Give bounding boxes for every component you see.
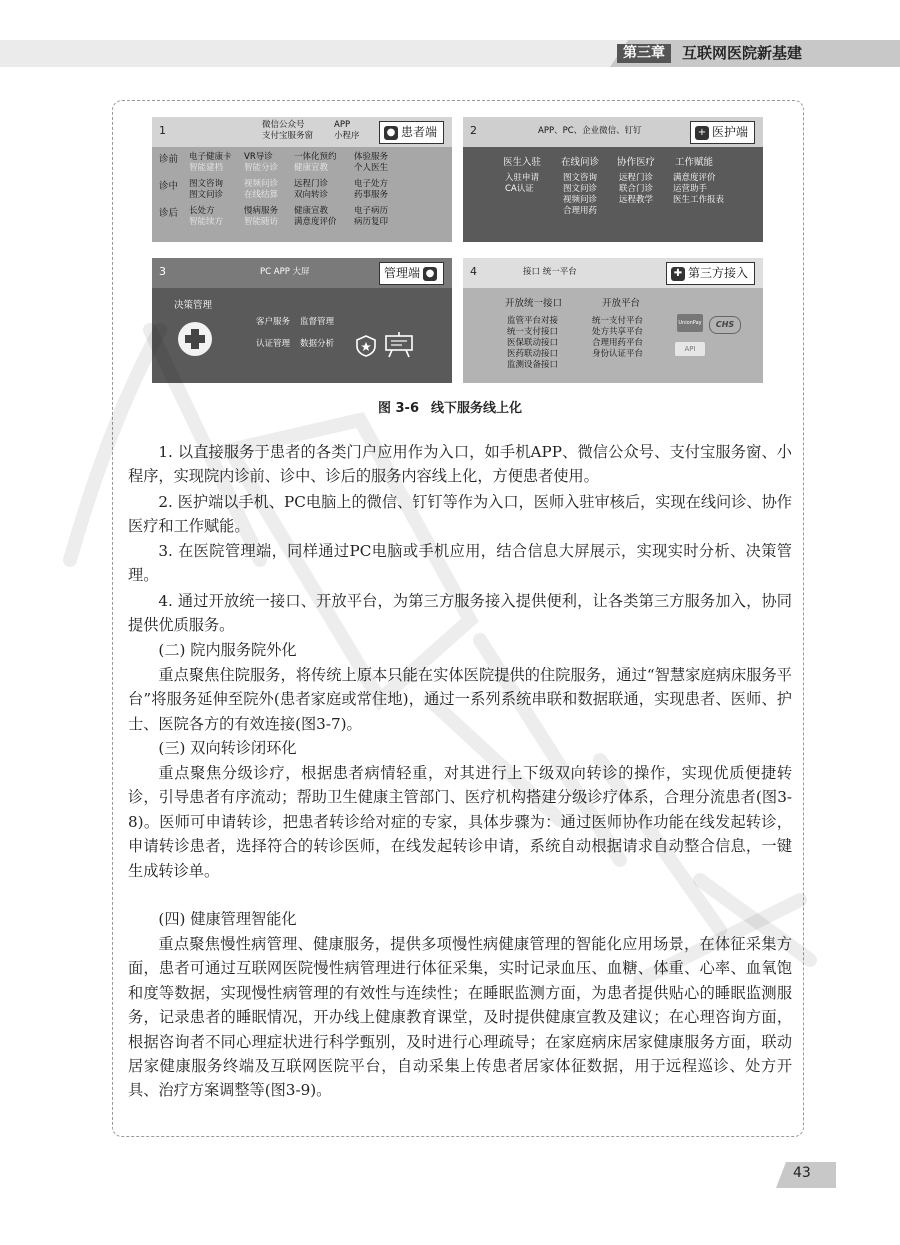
service-item: 远程门诊 xyxy=(294,179,329,189)
caption-number: 图 3-6 xyxy=(377,401,419,416)
service-item: 智能分诊 xyxy=(244,163,279,173)
paragraph: 重点聚焦慢性病管理、健康服务，提供多项慢性病健康管理的智能化应用场景，在体征采集方面，患者可通过互联网医院慢性病管理进行体征采集，实时记录血压、血糖、体重、心率、血氧饱和度等数据，实现慢性病管理的有效性与连续性；在睡眠监测方面，为患者提供贴心的睡眠监测服务，记录患者的睡眠情况，开办线上健康教育课堂，及时提供健康宣教及建议；在心理咨询方面，根据咨询者不同心理症状进行科学甄别，及时进行心理疏导；在家庭病床居家健康服务方面，联动居家健康服务终端及互联网医院平台，自动采集上传患者居家体征数据，用于远程巡诊、处方开具、治疗方案调整等(图3-9)。 xyxy=(128,935,792,1100)
service-item: 双向转诊 xyxy=(294,190,329,200)
service-item: 医生工作报表 xyxy=(673,195,725,205)
figure-panel-medical xyxy=(463,117,763,242)
figure-panel-management xyxy=(152,258,452,383)
column-title: 开放统一接口 xyxy=(505,298,563,309)
service-item: 慢病服务 xyxy=(244,206,279,216)
management-item: 监督管理 xyxy=(300,317,335,327)
unionpay-logo: UnionPay xyxy=(677,314,703,332)
service-item: VR导诊 xyxy=(244,152,273,162)
channel-label: APP、PC、企业微信、钉钉 xyxy=(538,126,642,136)
service-item: 在线结算 xyxy=(244,190,279,200)
interface-item: 监管平台对接 xyxy=(507,316,559,326)
service-item: 电子处方 xyxy=(354,179,389,189)
doctor-icon: + xyxy=(695,126,709,140)
service-item: 视频问诊 xyxy=(244,179,279,189)
interface-item: 统一支付接口 xyxy=(507,327,559,337)
paragraph: 重点聚焦分级诊疗，根据患者病情轻重，对其进行上下级双向转诊的操作，实现优质便捷转诊，引导患者有序流动；帮助卫生健康主管部门、医疗机构搭建分级诊疗体系，合理分流患者(图3-8)。医师可申请转诊，把患者转诊给对症的专家，具体步骤为：通过医师协作功能在线发起转诊，申请转诊患者，选择符合的转诊医师，在线发起转诊申请，系统自动根据请求自动整合信息，一键生成转诊单。 xyxy=(128,764,792,880)
screen-icon xyxy=(384,332,414,362)
panel-number: 4 xyxy=(470,265,477,278)
service-item: 远程教学 xyxy=(619,195,654,205)
service-item: 满意度评价 xyxy=(294,217,337,227)
badge-label: 医护端 xyxy=(711,125,748,139)
service-item: 视频问诊 xyxy=(563,195,598,205)
interface-item: 医药联动接口 xyxy=(507,349,559,359)
column-title: 开放平台 xyxy=(602,298,641,309)
platform-item: 合理用药平台 xyxy=(592,338,644,348)
service-item: 图文咨询 xyxy=(563,173,598,183)
interface-item: 医保联动接口 xyxy=(507,338,559,348)
paragraph: 2. 医护端以手机、PC电脑上的微信、钉钉等作为入口，医师入驻审核后，实现在线问诊、协作医疗和工作赋能。 xyxy=(128,493,792,536)
row-label: 诊中 xyxy=(159,181,179,192)
service-item: CA认证 xyxy=(505,184,534,194)
decision-label: 决策管理 xyxy=(174,300,213,311)
badge-label: 第三方接入 xyxy=(687,266,748,280)
platform-item: 身份认证平台 xyxy=(592,349,644,359)
api-logo: API xyxy=(675,342,705,356)
service-item: 满意度评价 xyxy=(673,173,716,183)
figure-panel-third-party xyxy=(463,258,763,383)
channel-label: 微信公众号 xyxy=(262,120,305,130)
section-heading: (二) 院内服务院外化 xyxy=(158,641,297,659)
service-item: 运营助手 xyxy=(673,184,708,194)
paragraph: 4. 通过开放统一接口、开放平台，为第三方服务接入提供便利，让各类第三方服务加入，协同提供优质服务。 xyxy=(128,592,792,635)
management-item: 认证管理 xyxy=(256,339,291,349)
interface-item: 监测设备接口 xyxy=(507,360,559,370)
service-item: 健康宣教 xyxy=(294,206,329,216)
service-item: 药事服务 xyxy=(354,190,389,200)
service-item: 智能续方 xyxy=(189,217,224,227)
column-title: 协作医疗 xyxy=(617,157,656,168)
figure-caption xyxy=(0,397,900,416)
service-item: 体验服务 xyxy=(354,152,389,162)
panel-badge xyxy=(666,262,755,285)
channel-label: APP xyxy=(334,120,351,130)
panel-badge xyxy=(379,262,444,285)
chs-logo: CHS xyxy=(709,316,741,334)
panel-badge xyxy=(379,121,444,144)
channel-label: 小程序 xyxy=(334,131,360,141)
service-item: 图文问诊 xyxy=(189,190,224,200)
paragraph: 重点聚焦住院服务，将传统上原本只能在实体医院提供的住院服务，通过“智慧家庭病床服务平台”将服务延伸至院外(患者家庭或常住地)，通过一系列系统串联和数据联通，实现患者、医师、护士、医院各方的有效连接(图3-7)。 xyxy=(128,666,792,733)
panel-number: 2 xyxy=(470,124,477,137)
user-icon: ● xyxy=(384,126,398,140)
row-label: 诊后 xyxy=(159,208,179,219)
column-title: 工作赋能 xyxy=(675,157,714,168)
service-item: 合理用药 xyxy=(563,206,598,216)
section-heading: (三) 双向转诊闭环化 xyxy=(158,739,297,757)
platform-item: 处方共享平台 xyxy=(592,327,644,337)
service-item: 长处方 xyxy=(189,206,215,216)
chapter-label: 第三章 xyxy=(617,44,671,63)
row-label: 诊前 xyxy=(159,154,179,165)
badge-label: 患者端 xyxy=(400,125,437,139)
management-item: 数据分析 xyxy=(300,339,335,349)
channel-label: 接口 统一平台 xyxy=(523,267,577,277)
service-item: 智能建档 xyxy=(189,163,224,173)
service-item: 图文咨询 xyxy=(189,179,224,189)
service-item: 图文问诊 xyxy=(563,184,598,194)
service-item: 入驻申请 xyxy=(505,173,540,183)
hospital-cross-icon xyxy=(178,322,212,356)
service-item: 健康宣教 xyxy=(294,163,329,173)
section-heading: (四) 健康管理智能化 xyxy=(158,910,297,928)
paragraph: 3. 在医院管理端，同样通过PC电脑或手机应用，结合信息大屏展示，实现实时分析、决策管理。 xyxy=(128,542,792,585)
column-title: 医生入驻 xyxy=(503,157,542,168)
caption-text: 线下服务线上化 xyxy=(431,401,523,416)
chapter-title: 互联网医院新基建 xyxy=(682,44,803,62)
service-item: 联合门诊 xyxy=(619,184,654,194)
channel-label: PC APP 大屏 xyxy=(260,267,310,277)
page-number: 43 xyxy=(793,1165,811,1181)
paragraph: 1. 以直接服务于患者的各类门户应用作为入口，如手机APP、微信公众号、支付宝服务窗、小程序，实现院内诊前、诊中、诊后的服务内容线上化，方便患者使用。 xyxy=(128,443,792,486)
management-item: 客户服务 xyxy=(256,317,291,327)
service-item: 病历复印 xyxy=(354,217,389,227)
platform-item: 统一支付平台 xyxy=(592,316,644,326)
panel-number: 3 xyxy=(159,265,166,278)
channel-label: 支付宝服务窗 xyxy=(262,131,314,141)
puzzle-icon: ✚ xyxy=(671,267,685,281)
service-item: 一体化预约 xyxy=(294,152,337,162)
badge-label: 管理端 xyxy=(383,266,420,280)
admin-icon: ● xyxy=(423,267,437,281)
service-item: 电子健康卡 xyxy=(189,152,232,162)
service-item: 个人医生 xyxy=(354,163,389,173)
figure-panel-patient xyxy=(152,117,452,242)
shield-icon xyxy=(356,335,376,361)
column-title: 在线问诊 xyxy=(561,157,600,168)
service-item: 智能随访 xyxy=(244,217,279,227)
panel-badge xyxy=(690,121,755,144)
panel-number: 1 xyxy=(159,124,166,137)
service-item: 电子病历 xyxy=(354,206,389,216)
service-item: 远程门诊 xyxy=(619,173,654,183)
